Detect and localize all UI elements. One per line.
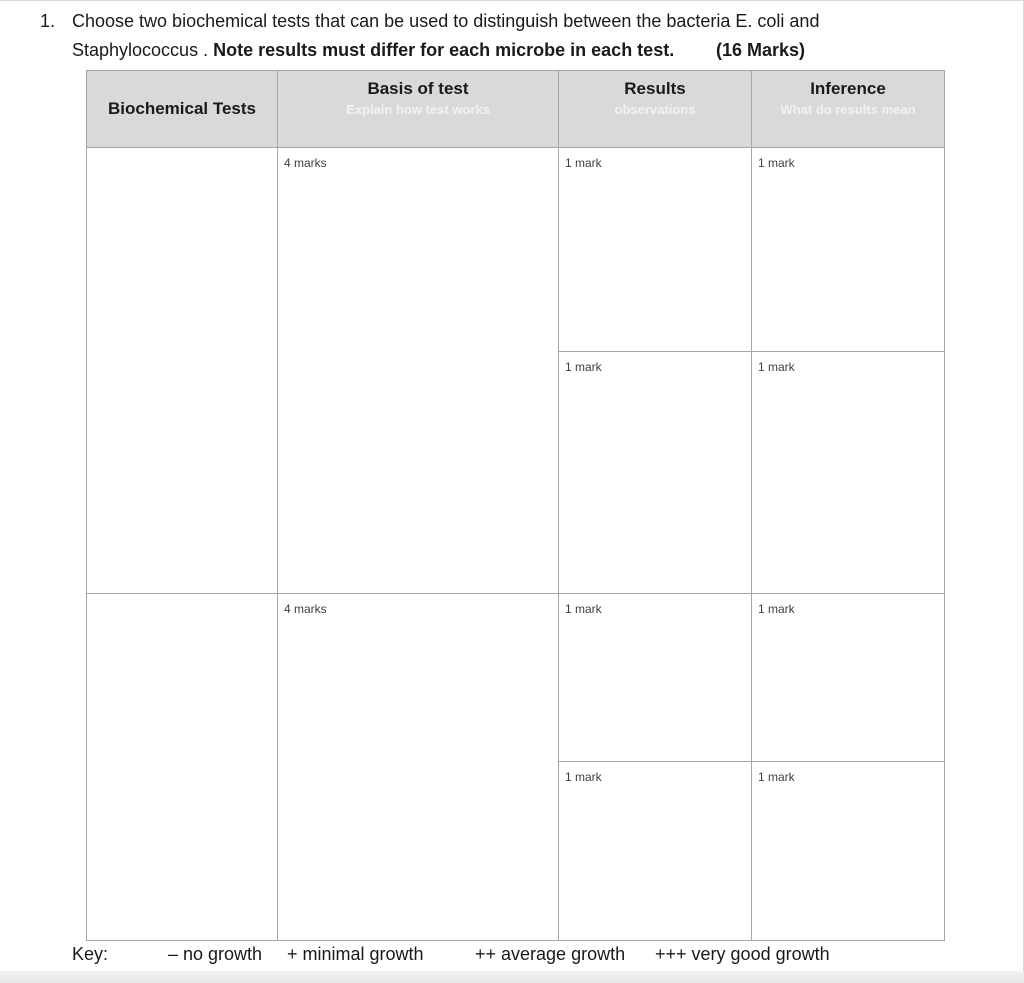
test-1-inference-b-cell[interactable] — [752, 352, 945, 594]
question-line-2-normal: Staphylococcus . — [72, 40, 214, 60]
header-results-hint: observations — [614, 102, 696, 117]
test-2-results-a-marks: 1 mark — [565, 602, 602, 616]
test-2-inference-a-cell[interactable] — [752, 594, 945, 762]
question-number: 1. — [40, 11, 56, 31]
question-note: Note results must differ for each microbe in each test. — [213, 40, 675, 60]
test-2-name-cell[interactable] — [87, 594, 278, 941]
test-2-inference-a-marks: 1 mark — [758, 602, 795, 616]
question-line-1: Choose two biochemical tests that can be used to distinguish between the bacteria E. coli and — [72, 11, 820, 31]
test-1-inference-a-marks: 1 mark — [758, 156, 795, 170]
test-1-basis-cell[interactable] — [278, 148, 559, 594]
test-2-basis-cell[interactable] — [278, 594, 559, 941]
header-results-label: Results — [624, 79, 686, 98]
key-very-good-growth: +++ very good growth — [655, 944, 830, 964]
test-1-inference-a-cell[interactable] — [752, 148, 945, 352]
test-2-results-a-cell[interactable] — [559, 594, 752, 762]
test-1-results-a-marks: 1 mark — [565, 156, 602, 170]
header-tests — [87, 71, 278, 148]
page-border-top — [0, 0, 1024, 1]
header-results — [559, 71, 752, 148]
header-basis-label: Basis of test — [367, 79, 469, 98]
header-tests-label: Biochemical Tests — [107, 99, 257, 118]
header-inference — [752, 71, 945, 148]
test-2-basis-marks: 4 marks — [284, 602, 327, 616]
header-basis — [278, 71, 559, 148]
header-basis-hint: Explain how test works — [346, 102, 490, 117]
test-1-results-b-marks: 1 mark — [565, 360, 602, 374]
test-1-basis-marks: 4 marks — [284, 156, 327, 170]
test-2-inference-b-cell[interactable] — [752, 762, 945, 941]
test-1-results-b-cell[interactable] — [559, 352, 752, 594]
key-minimal-growth: + minimal growth — [287, 944, 424, 964]
test-2-inference-b-marks: 1 mark — [758, 770, 795, 784]
test-1-name-cell[interactable] — [87, 148, 278, 594]
header-inference-hint: What do results mean — [780, 102, 916, 117]
table-header-row — [87, 71, 945, 148]
biochemical-tests-table — [86, 70, 945, 941]
test-2-results-b-cell[interactable] — [559, 762, 752, 941]
test-1-row-a — [87, 148, 945, 352]
test-2-row-a — [87, 594, 945, 762]
total-marks: (16 Marks) — [716, 40, 806, 60]
test-1-results-a-cell[interactable] — [559, 148, 752, 352]
bottom-shade — [0, 971, 1024, 983]
test-1-inference-b-marks: 1 mark — [758, 360, 795, 374]
question-line-2 — [72, 39, 674, 61]
key-label: Key: — [72, 944, 109, 964]
key-average-growth: ++ average growth — [475, 944, 626, 964]
test-2-results-b-marks: 1 mark — [565, 770, 602, 784]
header-inference-label: Inference — [810, 79, 886, 98]
key-no-growth: – no growth — [168, 944, 263, 964]
